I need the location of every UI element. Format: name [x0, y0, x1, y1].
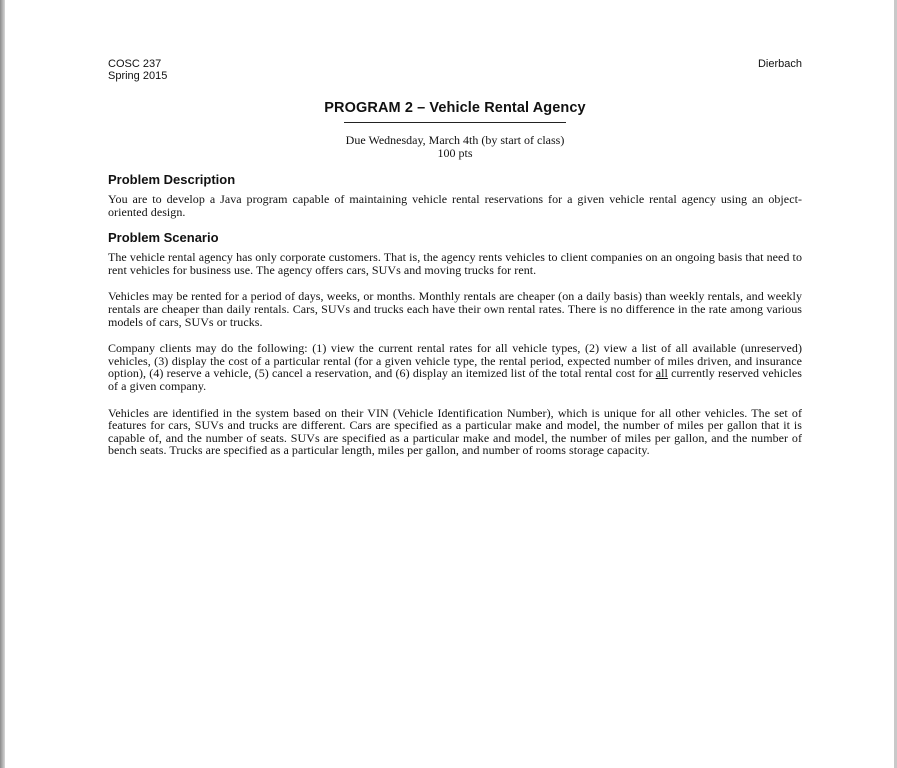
- due-date: Due Wednesday, March 4th (by start of class): [345, 133, 565, 147]
- course-code: COSC 237: [108, 58, 162, 70]
- p3-text-after: currently reserved vehicles of a given company.: [108, 366, 803, 393]
- term: Spring 2015: [108, 70, 168, 82]
- scenario-paragraph-1: The vehicle rental agency has only corporate customers. That is, the agency rents vehicles to client companies on an ongoing basis that need to rent vehicles for business use. The agency offers cars, SUVs and moving trucks for rent.: [108, 250, 802, 277]
- scenario-paragraph-4: Vehicles are identified in the system based on their VIN (Vehicle Identification Number), which is unique for all other vehicles. The set of features for cars, SUVs and trucks are different. Cars are specified as a particular make and model, the number of miles per gallon that it is capable of, and the number of seats. SUVs are specified as a particular make and model, the number of miles per gallon, and the number of bench seats. Trucks are specified as a particular length, miles per gallon, and number of rooms storage capacity.: [108, 405, 802, 458]
- document-title: PROGRAM 2 – Vehicle Rental Agency: [324, 100, 586, 116]
- section-heading-scenario: Problem Scenario: [108, 230, 219, 246]
- section-heading-description: Problem Description: [108, 172, 236, 187]
- p3-underlined-all: all: [655, 366, 668, 381]
- instructor-name: Dierbach: [757, 58, 802, 70]
- page-header: [108, 56, 802, 88]
- points: 100 pts: [437, 146, 473, 160]
- document-page: [108, 56, 802, 457]
- viewer-left-edge: [0, 0, 5, 768]
- header-left: [108, 58, 167, 82]
- title-underline: [344, 122, 566, 123]
- p3-text-before: Company clients may do the following: (1) view the current rental rates for all vehicle types, (2) view a list of all available (unreserved) vehicles, (3) display the cost of a particular rental (for a given vehicle type, the rental period, expected number of miles driven, and insurance option), (4) reserve a vehicle, (5) cancel a reservation, and (6) display an itemized list of the total rental cost for: [108, 341, 802, 381]
- due-info: [108, 134, 802, 160]
- scenario-paragraph-2: Vehicles may be rented for a period of days, weeks, or months. Monthly rentals are cheaper (on a daily basis) than weekly rentals, and weekly rentals are cheaper than daily rentals. Cars, SUVs and trucks each have their own rental rates. There is no difference in the rate among various models of cars, SUVs or trucks.: [108, 289, 802, 329]
- description-paragraph: You are to develop a Java program capable of maintaining vehicle rental reservations for a given vehicle rental agency using an object-oriented design.: [108, 192, 802, 219]
- scenario-paragraph-3: [108, 342, 802, 392]
